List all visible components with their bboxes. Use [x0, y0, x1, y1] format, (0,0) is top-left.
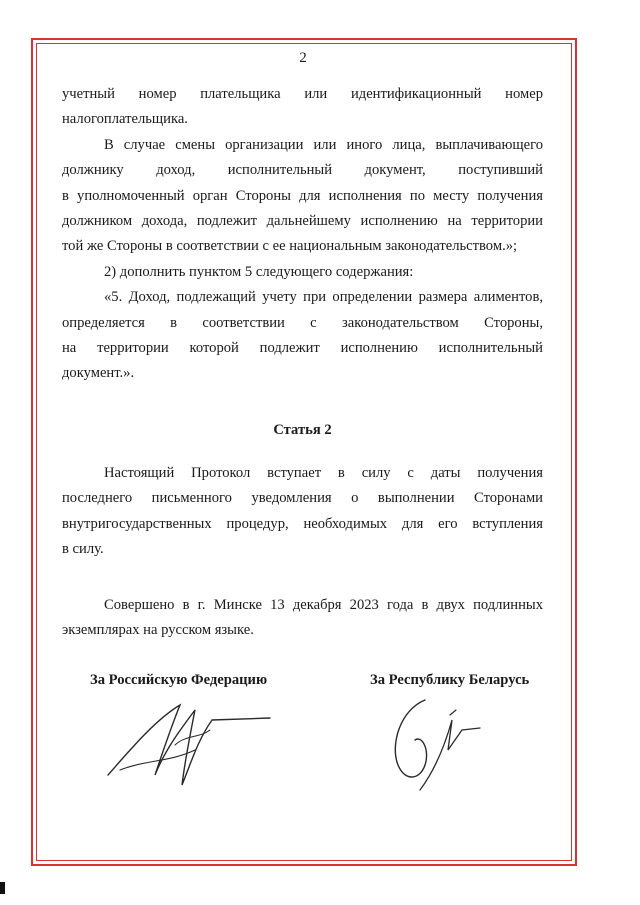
paragraph-line: определяется в соответствии с законодательством Стороны,: [62, 314, 543, 331]
signature-left: [100, 690, 280, 800]
paragraph-line: 2) дополнить пунктом 5 следующего содержания:: [104, 263, 414, 280]
closing-text: [62, 593, 543, 644]
paragraph-line: должнику доход, исполнительный документ, поступивший: [62, 162, 543, 179]
signature-label-left: За Российскую Федерацию: [90, 672, 268, 688]
paragraph-line: последнего письменного уведомления о выполнении Сторонами: [62, 490, 543, 507]
paragraph-line: экземплярах на русском языке.: [62, 622, 254, 639]
paragraph-line: налогоплательщика.: [62, 111, 188, 128]
paragraph-line: в уполномоченный орган Стороны для исполнения по месту получения: [62, 187, 543, 204]
paragraph-line: документ.».: [62, 365, 135, 382]
paragraph-line: учетный номер плательщика или идентификационный номер: [62, 86, 543, 102]
signature-label-right: За Республику Беларусь: [370, 672, 530, 688]
paragraph-line: «5. Доход, подлежащий учету при определении размера алиментов,: [104, 289, 543, 306]
paragraph-line: Совершено в г. Минске 13 декабря 2023 года в двух подлинных: [104, 597, 543, 613]
paragraph-line: Настоящий Протокол вступает в силу с даты получения: [104, 465, 543, 481]
article-heading: Статья 2: [273, 422, 332, 438]
paragraph-line: той же Стороны в соответствии с ее национальным законодательством.»;: [62, 238, 518, 255]
scan-mark: [0, 882, 5, 894]
paragraph-line: должником дохода, подлежит дальнейшему исполнению на территории: [62, 213, 543, 230]
body-text: [62, 82, 543, 387]
signature-right: [380, 690, 500, 810]
article-text: [62, 461, 543, 563]
paragraph-line: В случае смены организации или иного лица, выплачивающего: [104, 136, 543, 153]
paragraph-line: в силу.: [62, 541, 104, 558]
paragraph-line: внутригосударственных процедур, необходимых для его вступления: [62, 515, 543, 532]
page-number: 2: [299, 50, 307, 66]
paragraph-line: на территории которой подлежит исполнению исполнительный: [62, 340, 543, 357]
